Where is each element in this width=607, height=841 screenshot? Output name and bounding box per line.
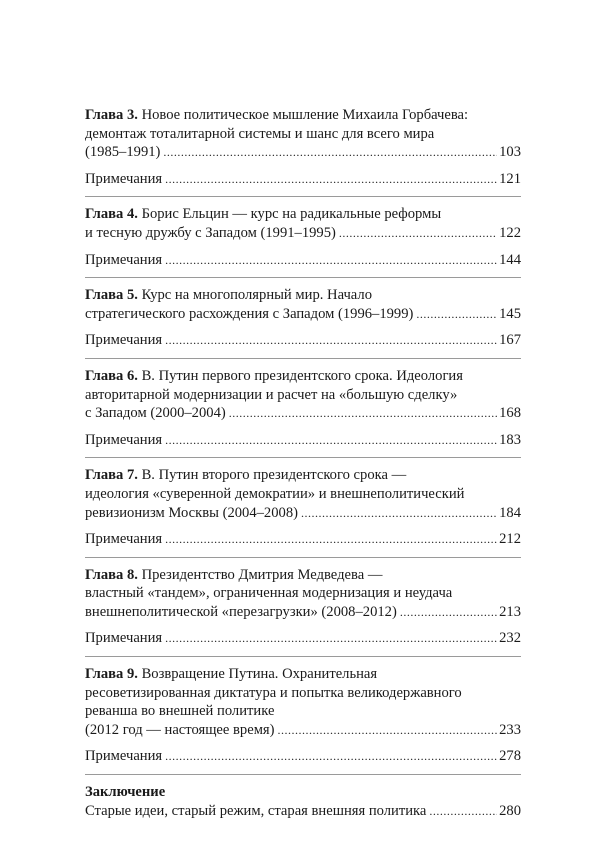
page-number: 212	[499, 531, 521, 548]
chapter-title-line	[85, 566, 521, 585]
chapter-page-line	[85, 721, 521, 740]
chapter-title-line	[85, 386, 521, 405]
dot-leader	[278, 721, 498, 740]
chapter-page-line	[85, 504, 521, 523]
dot-leader	[165, 530, 497, 549]
dot-leader	[165, 331, 497, 350]
notes-label: Примечания	[85, 531, 163, 548]
chapter-title-text: и тесную дружбу с Западом (1991–1995)	[85, 224, 336, 241]
chapter-title-text: В. Путин второго президентского срока —	[141, 467, 407, 484]
page-number: 184	[499, 504, 521, 521]
conclusion-title: Старые идеи, старый режим, старая внешняя политика	[85, 802, 427, 819]
page-number: 232	[499, 630, 521, 647]
notes-label: Примечания	[85, 748, 163, 765]
chapter-title-text: стратегического расхождения с Западом (1996–1999)	[85, 305, 414, 322]
chapter-title-text: авторитарной модернизации и расчет на «большую сделку»	[85, 386, 458, 403]
chapter-title-line	[85, 125, 521, 144]
section-divider	[85, 277, 521, 278]
chapter-title-text: (2012 год — настоящее время)	[85, 721, 275, 738]
chapter-title-text: Борис Ельцин — курс на радикальные реформы	[141, 206, 442, 223]
notes-entry	[85, 170, 521, 189]
dot-leader	[400, 603, 497, 622]
dot-leader	[163, 143, 497, 162]
notes-label: Примечания	[85, 251, 163, 268]
dot-leader	[429, 802, 497, 821]
chapter-title-text: реванша во внешней политике	[85, 703, 275, 720]
page-number: 280	[499, 802, 521, 819]
chapter-title-text: Президентство Дмитрия Медведева —	[141, 566, 383, 583]
chapter-title-text: демонтаж тоталитарной системы и шанс для всего мира	[85, 125, 435, 142]
chapter-title-line	[85, 702, 521, 721]
dot-leader	[165, 747, 497, 766]
chapter-title-line	[85, 466, 521, 485]
dot-leader	[416, 305, 497, 324]
chapter-title-text: Новое политическое мышление Михаила Горбачева:	[141, 107, 469, 123]
chapter-title-line	[85, 205, 521, 224]
page-number: 121	[499, 170, 521, 187]
chapter-title-text: ресоветизированная диктатура и попытка великодержавного	[85, 684, 462, 701]
page-number: 183	[499, 431, 521, 448]
chapter-title-line	[85, 584, 521, 603]
notes-label: Примечания	[85, 170, 163, 187]
chapter-title-text: Курс на многополярный мир. Начало	[141, 287, 372, 304]
chapter-number: Глава 8.	[85, 566, 138, 583]
chapter-number: Глава 6.	[85, 367, 138, 384]
section-divider	[85, 358, 521, 359]
notes-label: Примечания	[85, 431, 163, 448]
notes-entry	[85, 629, 521, 648]
notes-entry	[85, 431, 521, 450]
chapter-page-line	[85, 603, 521, 622]
dot-leader	[165, 629, 497, 648]
page-number: 144	[499, 251, 521, 268]
page-number: 103	[499, 144, 521, 161]
chapter-title-text: идеология «суверенной демократии» и внешнеполитический	[85, 485, 465, 502]
chapter-page-line	[85, 143, 521, 162]
toc-conclusion-entry	[85, 783, 521, 820]
dot-leader	[339, 224, 497, 243]
notes-entry	[85, 251, 521, 270]
notes-entry	[85, 530, 521, 549]
section-divider	[85, 196, 521, 197]
page-number: 278	[499, 748, 521, 765]
toc-chapter-entry	[85, 665, 521, 766]
notes-label: Примечания	[85, 630, 163, 647]
toc-chapter-entry	[85, 106, 521, 188]
chapter-number: Глава 3.	[85, 107, 138, 123]
page-number: 145	[499, 305, 521, 322]
chapter-title-text: властный «тандем», ограниченная модернизация и неудача	[85, 585, 453, 602]
chapter-title-text: внешнеполитической «перезагрузки» (2008–2012)	[85, 603, 397, 620]
page-number: 167	[499, 332, 521, 349]
dot-leader	[229, 404, 497, 423]
chapter-title-text: В. Путин первого президентского срока. Идеология	[141, 367, 463, 384]
section-divider	[85, 656, 521, 657]
conclusion-page-line	[85, 802, 521, 821]
chapter-title-line	[85, 684, 521, 703]
chapter-title-line	[85, 485, 521, 504]
chapter-number: Глава 9.	[85, 666, 138, 683]
toc-chapter-entry	[85, 566, 521, 648]
toc-chapter-entry	[85, 286, 521, 350]
table-of-contents	[85, 106, 521, 820]
notes-entry	[85, 331, 521, 350]
chapter-number: Глава 5.	[85, 287, 138, 304]
chapter-title-text: с Западом (2000–2004)	[85, 405, 226, 422]
chapter-number: Глава 4.	[85, 206, 138, 223]
chapter-page-line	[85, 224, 521, 243]
page-number: 168	[499, 405, 521, 422]
chapter-title-line	[85, 665, 521, 684]
dot-leader	[165, 431, 497, 450]
section-divider	[85, 774, 521, 775]
chapter-title-line	[85, 367, 521, 386]
chapter-title-line	[85, 106, 521, 125]
page-number: 213	[499, 603, 521, 620]
chapter-title-text: Возвращение Путина. Охранительная	[141, 666, 378, 683]
toc-chapter-entry	[85, 367, 521, 449]
chapter-page-line	[85, 404, 521, 423]
section-divider	[85, 557, 521, 558]
section-divider	[85, 457, 521, 458]
notes-label: Примечания	[85, 332, 163, 349]
chapter-title-line	[85, 286, 521, 305]
chapter-title-text: ревизионизм Москвы (2004–2008)	[85, 504, 298, 521]
toc-chapter-entry	[85, 205, 521, 269]
chapter-page-line	[85, 305, 521, 324]
dot-leader	[165, 251, 497, 270]
toc-chapter-entry	[85, 466, 521, 548]
dot-leader	[301, 504, 497, 523]
chapter-number: Глава 7.	[85, 467, 138, 484]
conclusion-heading: Заключение	[85, 784, 166, 801]
page-number: 233	[499, 721, 521, 738]
dot-leader	[165, 170, 497, 189]
notes-entry	[85, 747, 521, 766]
chapter-title-text: (1985–1991)	[85, 144, 161, 161]
page-number: 122	[499, 224, 521, 241]
